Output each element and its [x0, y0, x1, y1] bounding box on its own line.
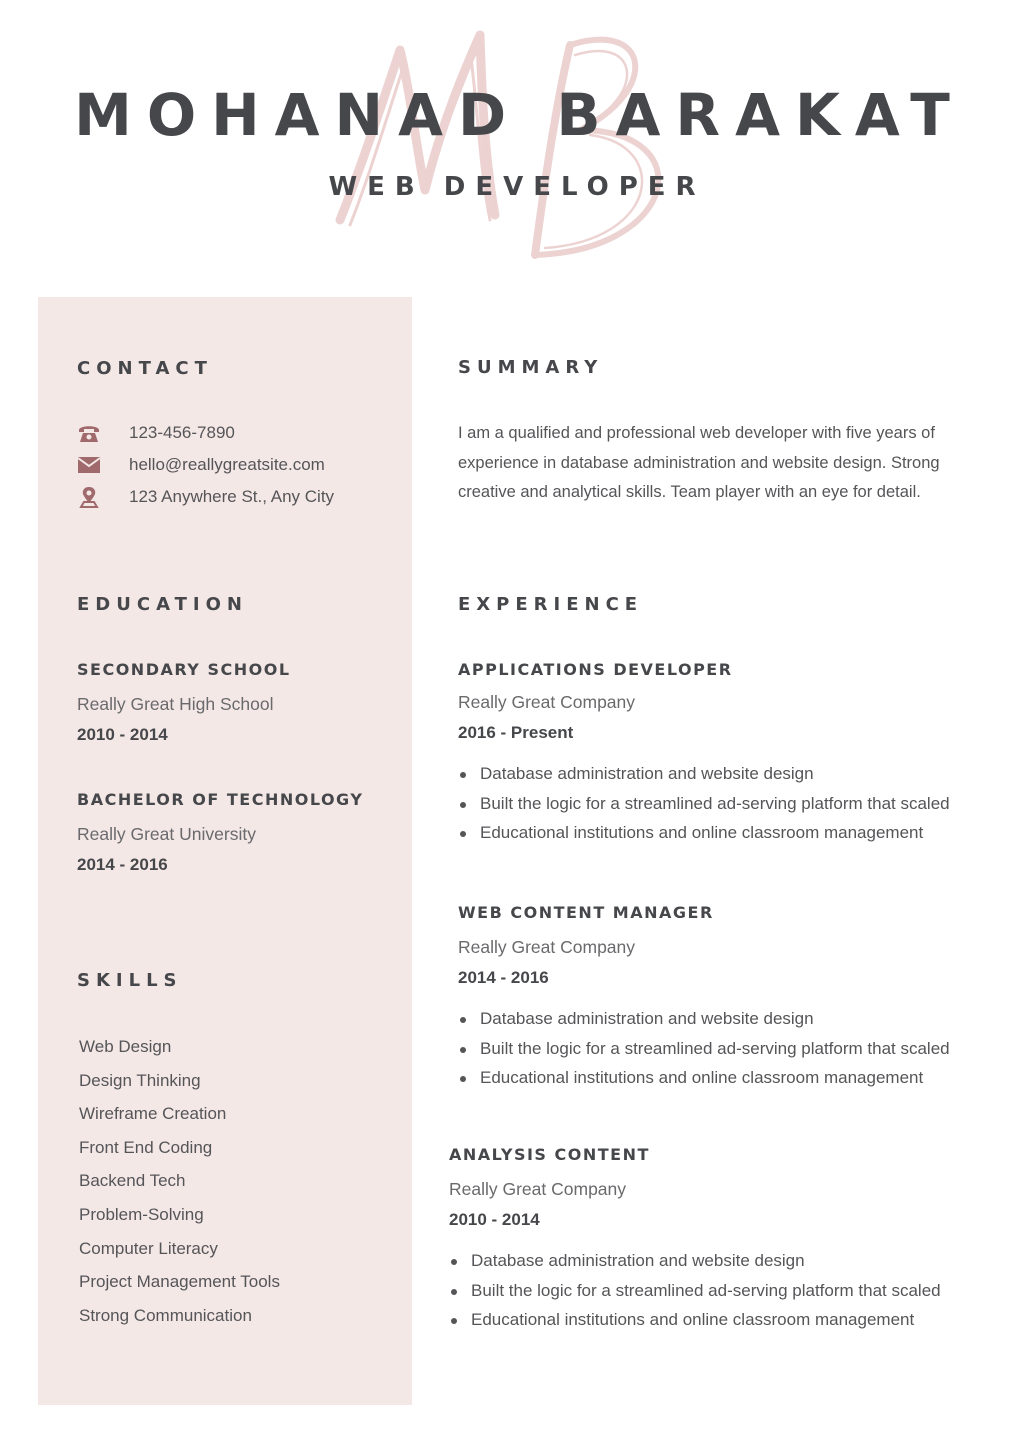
contact-phone: [76, 421, 235, 445]
list-item: Built the logic for a streamlined ad-serving platform that scaled: [458, 1037, 950, 1067]
list-item: Project Management Tools: [79, 1272, 280, 1292]
address-text: 123 Anywhere St., Any City: [129, 487, 335, 506]
contact-address: [76, 485, 335, 509]
education-institution: Really Great University: [77, 824, 256, 844]
mail-icon: [76, 453, 102, 477]
skills-heading: SKILLS: [77, 970, 183, 991]
experience-heading: EXPERIENCE: [458, 594, 644, 615]
list-item: Wireframe Creation: [79, 1104, 227, 1124]
experience-role: WEB CONTENT MANAGER: [458, 903, 714, 922]
list-item: Built the logic for a streamlined ad-serving platform that scaled: [458, 792, 950, 822]
education-degree: SECONDARY SCHOOL: [77, 660, 291, 679]
education-years: 2010 - 2014: [77, 725, 168, 744]
contact-email: [76, 453, 325, 477]
experience-company: Really Great Company: [458, 692, 636, 712]
candidate-name: MOHANAD BARAKAT: [74, 81, 965, 149]
location-pin-icon: [76, 485, 102, 509]
education-heading: EDUCATION: [77, 594, 248, 615]
list-item: Front End Coding: [79, 1137, 213, 1157]
list-item: Educational institutions and online classroom management: [449, 1308, 941, 1338]
phone-icon: [76, 421, 102, 445]
experience-role: APPLICATIONS DEVELOPER: [458, 660, 733, 679]
experience-bullets: [458, 1007, 950, 1096]
list-item: Database administration and website design: [449, 1249, 941, 1279]
list-item: Educational institutions and online classroom management: [458, 1066, 950, 1096]
list-item: Database administration and website design: [458, 762, 950, 792]
email-text: hello@reallygreatsite.com: [129, 455, 325, 474]
education-institution: Really Great High School: [77, 694, 274, 714]
experience-years: 2010 - 2014: [449, 1210, 540, 1229]
experience-company: Really Great Company: [458, 937, 636, 957]
phone-text: 123-456-7890: [129, 423, 235, 442]
experience-role: ANALYSIS CONTENT: [449, 1145, 650, 1164]
contact-heading: CONTACT: [77, 358, 213, 379]
experience-bullets: [458, 762, 950, 851]
summary-text: I am a qualified and professional web developer with five years of experience in database administration and website design. Strong creative and analytical skills. Team player with an eye for detail.: [458, 424, 940, 501]
experience-years: 2016 - Present: [458, 723, 574, 742]
list-item: Design Thinking: [79, 1070, 201, 1090]
education-years: 2014 - 2016: [77, 855, 168, 874]
list-item: Educational institutions and online classroom management: [458, 821, 950, 851]
summary-heading: SUMMARY: [458, 357, 604, 378]
experience-bullets: [449, 1249, 941, 1338]
list-item: Backend Tech: [79, 1171, 186, 1191]
skills-list: [79, 1035, 280, 1337]
list-item: Database administration and website design: [458, 1007, 950, 1037]
list-item: Strong Communication: [79, 1305, 252, 1325]
job-title: WEB DEVELOPER: [328, 172, 706, 202]
resume-header: [0, 80, 1024, 202]
experience-years: 2014 - 2016: [458, 968, 549, 987]
list-item: Problem-Solving: [79, 1204, 204, 1224]
list-item: Computer Literacy: [79, 1238, 218, 1258]
education-degree: BACHELOR OF TECHNOLOGY: [77, 790, 364, 809]
list-item: Web Design: [79, 1037, 172, 1056]
list-item: Built the logic for a streamlined ad-serving platform that scaled: [449, 1279, 941, 1309]
experience-company: Really Great Company: [449, 1179, 627, 1199]
